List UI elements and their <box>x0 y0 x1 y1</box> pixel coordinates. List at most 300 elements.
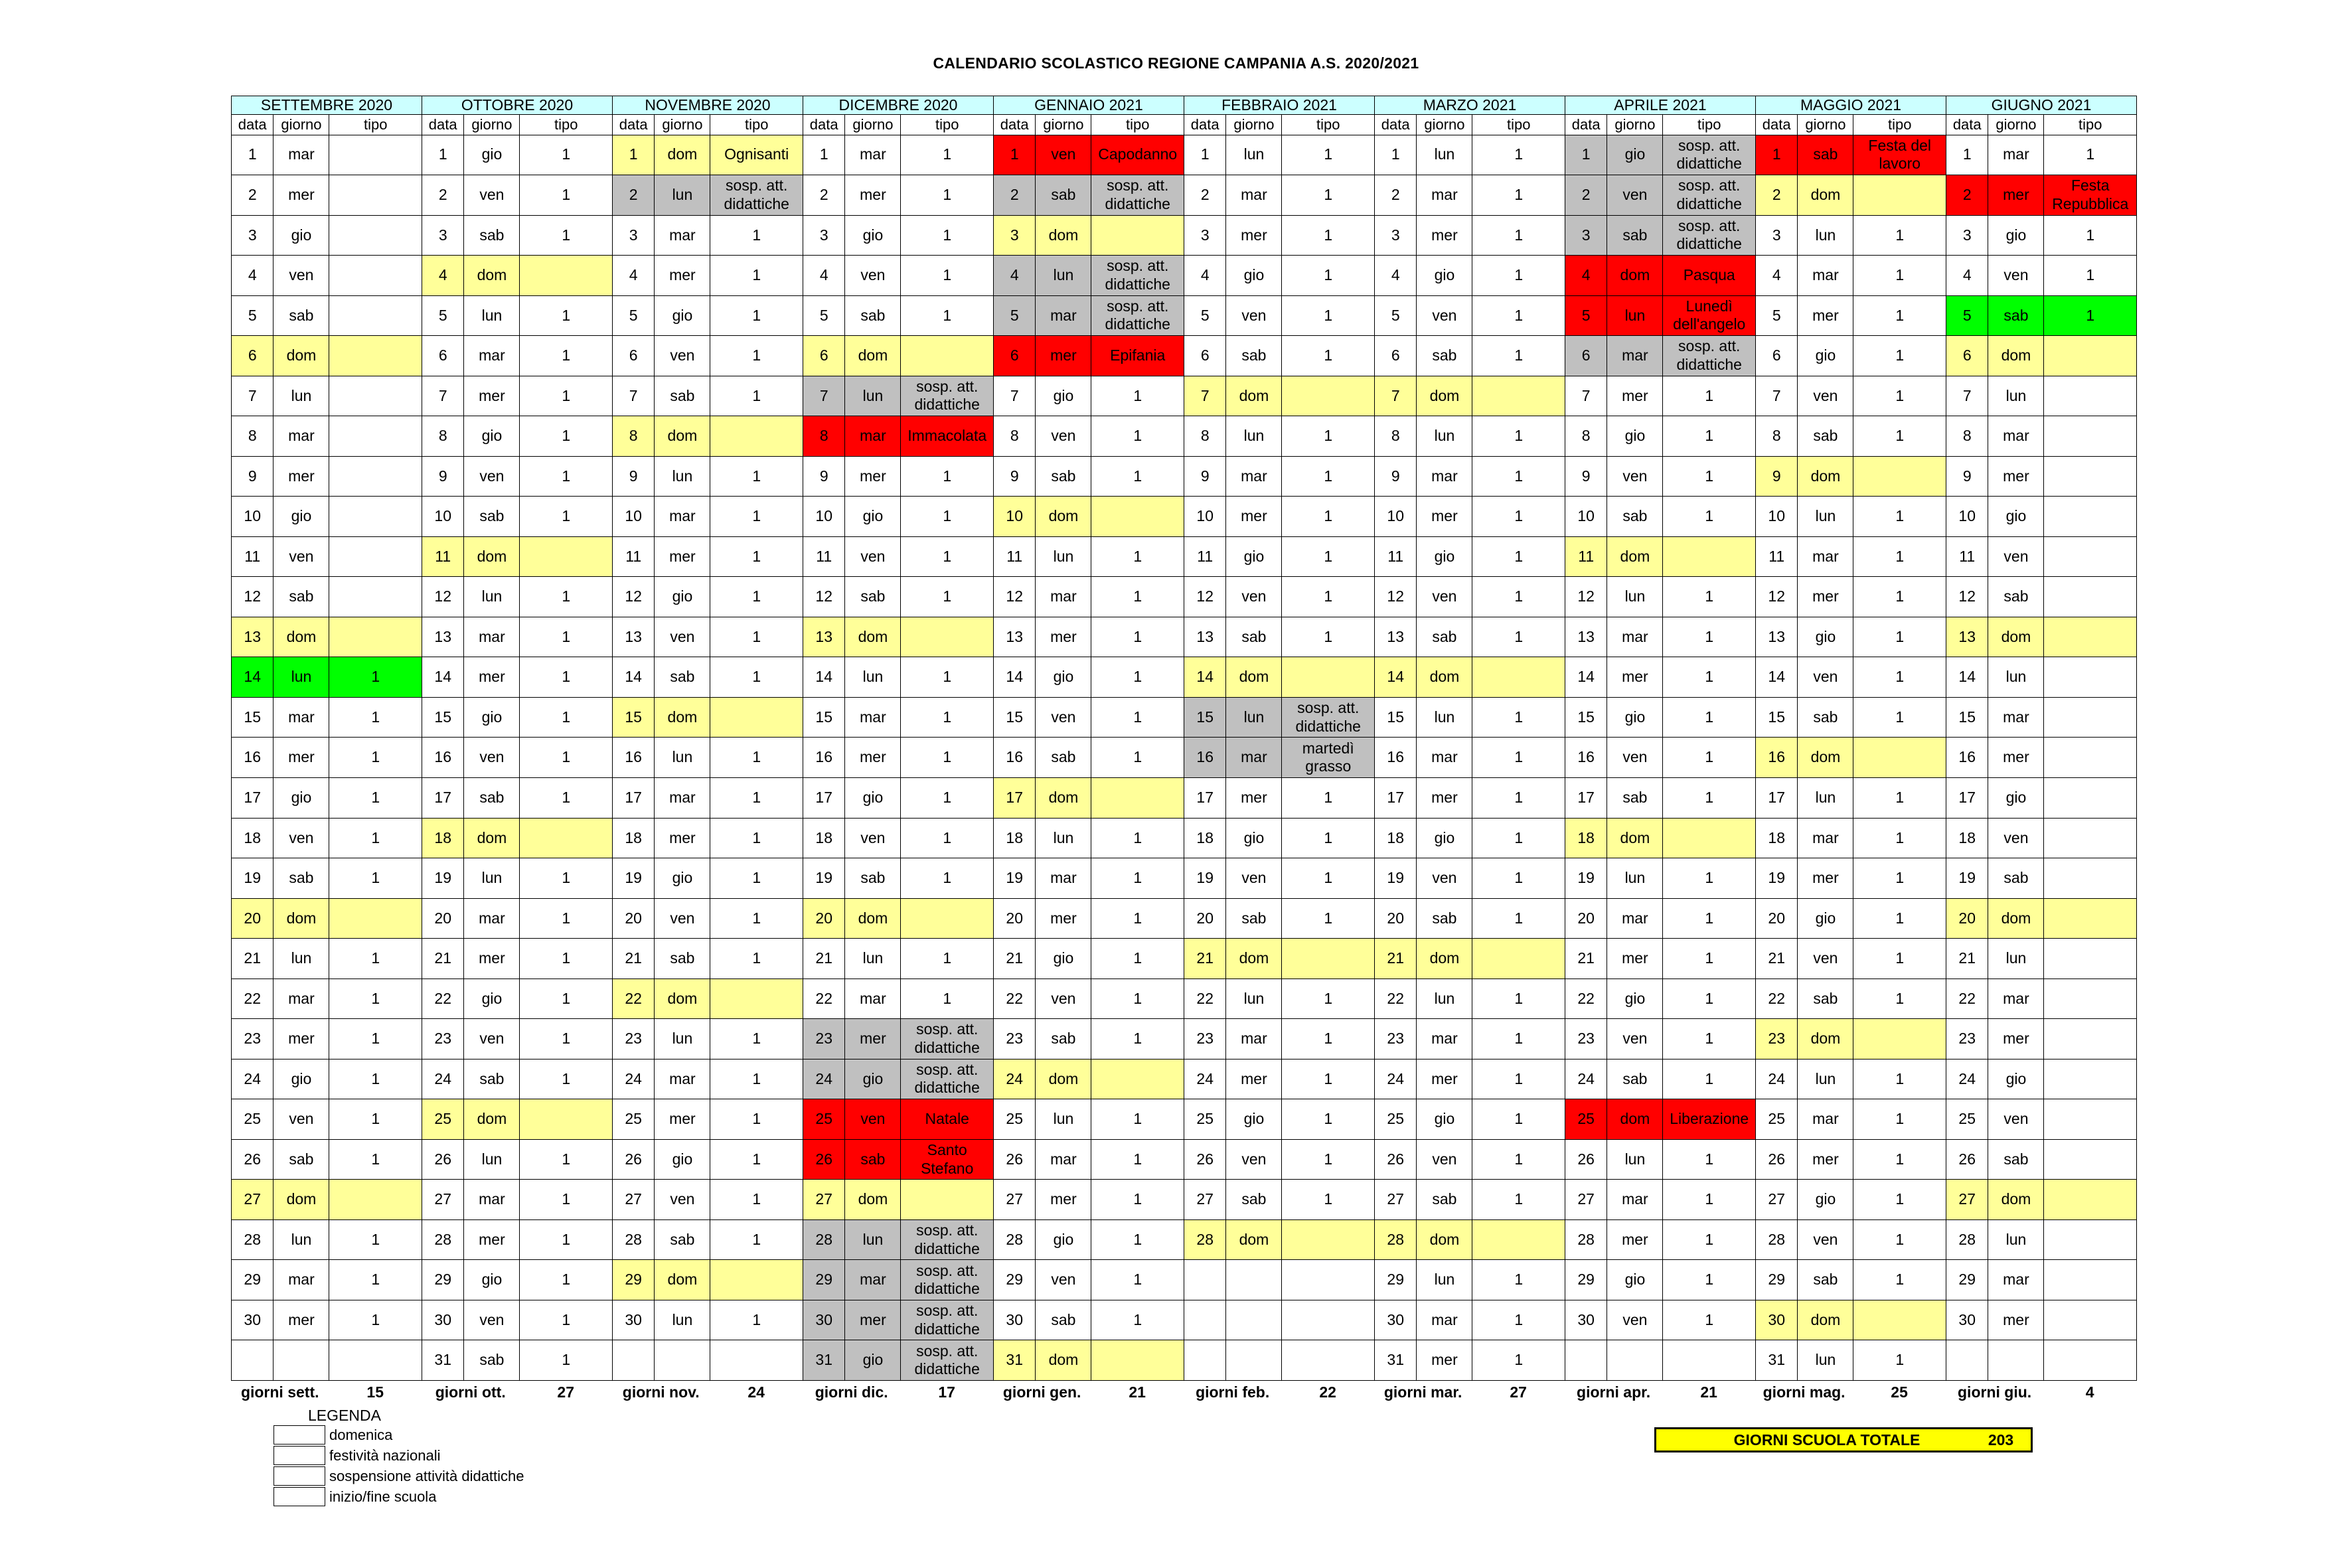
day-name: gio <box>1417 536 1472 577</box>
day-type: 1 <box>710 536 803 577</box>
day-number: 14 <box>232 657 274 698</box>
day-type: 1 <box>901 858 994 899</box>
day-number: 12 <box>1946 577 1988 617</box>
day-name: dom <box>1226 657 1282 698</box>
day-number: 23 <box>1756 1019 1798 1059</box>
day-name: mar <box>845 697 901 738</box>
month-header: GIUGNO 2021 <box>1946 96 2137 115</box>
day-type: 1 <box>1472 295 1565 336</box>
day-type: 1 <box>1663 577 1756 617</box>
day-number: 2 <box>1184 175 1226 216</box>
day-number: 27 <box>1946 1180 1988 1220</box>
day-name: mar <box>1417 456 1472 497</box>
day-type: sosp. att. didattiche <box>1282 697 1375 738</box>
day-name: gio <box>464 135 520 175</box>
day-name: gio <box>655 577 710 617</box>
column-header-data: data <box>1756 115 1798 135</box>
day-type: 1 <box>329 1099 422 1140</box>
day-type <box>1853 1019 1946 1059</box>
day-number: 3 <box>1375 215 1417 256</box>
day-number: 22 <box>1946 979 1988 1019</box>
day-type <box>2044 577 2137 617</box>
day-number: 18 <box>1565 818 1607 858</box>
day-name <box>1607 1340 1663 1381</box>
day-number: 11 <box>994 536 1036 577</box>
day-type <box>329 295 422 336</box>
day-type: 1 <box>710 1219 803 1260</box>
day-number: 22 <box>422 979 464 1019</box>
day-name: lun <box>1036 256 1091 296</box>
day-name: mar <box>845 135 901 175</box>
day-name: gio <box>1036 376 1091 416</box>
day-name: lun <box>1607 858 1663 899</box>
day-number: 14 <box>1946 657 1988 698</box>
day-number: 19 <box>1946 858 1988 899</box>
day-type <box>2044 898 2137 939</box>
day-name: sab <box>655 376 710 416</box>
day-type: 1 <box>329 939 422 979</box>
day-type: 1 <box>1472 979 1565 1019</box>
day-number: 14 <box>422 657 464 698</box>
day-name: dom <box>1988 336 2044 376</box>
day-number: 10 <box>803 497 845 537</box>
day-name: mer <box>1226 497 1282 537</box>
day-number: 8 <box>1756 416 1798 457</box>
day-type: Epifania <box>1091 336 1184 376</box>
legend-item <box>274 1466 605 1486</box>
day-type: 1 <box>1282 1059 1375 1099</box>
month-total-label: giorni mag. <box>1763 1383 1845 1401</box>
day-name: mar <box>464 617 520 657</box>
day-number: 14 <box>1565 657 1607 698</box>
day-number: 3 <box>1565 215 1607 256</box>
day-row <box>232 536 2137 577</box>
day-number: 22 <box>994 979 1036 1019</box>
day-name: lun <box>274 376 329 416</box>
day-name: lun <box>845 376 901 416</box>
day-number: 18 <box>803 818 845 858</box>
day-type: 1 <box>1091 1300 1184 1340</box>
day-type <box>2044 738 2137 778</box>
day-number: 6 <box>612 336 654 376</box>
day-number: 1 <box>232 135 274 175</box>
day-name: dom <box>845 1180 901 1220</box>
day-name: ven <box>845 536 901 577</box>
column-header-giorno: giorno <box>274 115 329 135</box>
day-number: 29 <box>612 1260 654 1300</box>
day-type: 1 <box>1663 1219 1756 1260</box>
day-number: 31 <box>422 1340 464 1381</box>
day-number: 15 <box>803 697 845 738</box>
day-number: 13 <box>232 617 274 657</box>
day-row <box>232 175 2137 216</box>
day-name: lun <box>1607 295 1663 336</box>
day-type: 1 <box>710 738 803 778</box>
day-number: 1 <box>1756 135 1798 175</box>
day-type: sosp. att. didattiche <box>710 175 803 216</box>
day-type <box>1472 657 1565 698</box>
day-number: 30 <box>422 1300 464 1340</box>
day-number: 18 <box>1184 818 1226 858</box>
day-type <box>1282 376 1375 416</box>
day-number: 9 <box>1946 456 1988 497</box>
day-number: 11 <box>1756 536 1798 577</box>
day-number: 9 <box>612 456 654 497</box>
column-header-giorno: giorno <box>845 115 901 135</box>
column-header-giorno: giorno <box>1798 115 1853 135</box>
day-number: 10 <box>422 497 464 537</box>
day-type: 1 <box>710 1059 803 1099</box>
day-type <box>520 256 613 296</box>
day-number: 26 <box>1946 1139 1988 1180</box>
day-number: 21 <box>803 939 845 979</box>
day-type: 1 <box>1853 215 1946 256</box>
day-name: mar <box>1036 858 1091 899</box>
day-row <box>232 1219 2137 1260</box>
day-name: gio <box>274 497 329 537</box>
day-number: 14 <box>803 657 845 698</box>
day-name: ven <box>1798 657 1853 698</box>
day-type: 1 <box>1472 858 1565 899</box>
day-type: 1 <box>520 778 613 819</box>
day-number: 14 <box>1184 657 1226 698</box>
day-name: mar <box>655 215 710 256</box>
day-name: ven <box>464 1019 520 1059</box>
day-type: 1 <box>1472 1139 1565 1180</box>
day-name: gio <box>274 215 329 256</box>
day-name: sab <box>1607 215 1663 256</box>
day-type: 1 <box>1853 1099 1946 1140</box>
day-number: 29 <box>1946 1260 1988 1300</box>
day-type <box>1853 738 1946 778</box>
day-name: dom <box>655 416 710 457</box>
day-type: 1 <box>1663 697 1756 738</box>
day-name: lun <box>274 1219 329 1260</box>
day-name: ven <box>274 818 329 858</box>
day-name: ven <box>1036 1260 1091 1300</box>
day-name: ven <box>1988 818 2044 858</box>
day-row <box>232 416 2137 457</box>
day-name: ven <box>1607 738 1663 778</box>
day-type: 1 <box>1663 1059 1756 1099</box>
day-name: mar <box>1607 1180 1663 1220</box>
day-type: 1 <box>520 697 613 738</box>
day-number: 7 <box>1184 376 1226 416</box>
day-row <box>232 295 2137 336</box>
day-name: ven <box>1226 295 1282 336</box>
day-number: 24 <box>1946 1059 1988 1099</box>
day-row <box>232 1260 2137 1300</box>
day-name: gio <box>1226 536 1282 577</box>
day-name: ven <box>1036 416 1091 457</box>
day-number: 15 <box>1375 697 1417 738</box>
day-type <box>710 979 803 1019</box>
day-type <box>329 175 422 216</box>
day-name <box>1988 1340 2044 1381</box>
day-number: 10 <box>1565 497 1607 537</box>
day-number: 9 <box>803 456 845 497</box>
day-type <box>329 376 422 416</box>
day-number: 14 <box>1375 657 1417 698</box>
day-name: gio <box>655 858 710 899</box>
column-header-tipo: tipo <box>1472 115 1565 135</box>
day-name: dom <box>1036 497 1091 537</box>
day-number: 7 <box>1375 376 1417 416</box>
day-type <box>2044 1139 2137 1180</box>
day-name: lun <box>1798 1340 1853 1381</box>
day-number: 3 <box>232 215 274 256</box>
day-type: 1 <box>1853 1340 1946 1381</box>
day-name: dom <box>1417 1219 1472 1260</box>
day-type <box>901 1180 994 1220</box>
day-type: 1 <box>1853 1219 1946 1260</box>
day-type <box>710 1340 803 1381</box>
day-type: sosp. att. didattiche <box>901 1340 994 1381</box>
column-header-giorno: giorno <box>1417 115 1472 135</box>
day-name: sab <box>1798 416 1853 457</box>
day-number: 29 <box>232 1260 274 1300</box>
day-type: 1 <box>520 376 613 416</box>
day-type <box>2044 1099 2137 1140</box>
day-number: 21 <box>232 939 274 979</box>
day-type: 1 <box>1091 858 1184 899</box>
day-number: 27 <box>612 1180 654 1220</box>
day-type: 1 <box>2044 295 2137 336</box>
day-name: ven <box>655 898 710 939</box>
column-header-giorno: giorno <box>1607 115 1663 135</box>
day-type: 1 <box>1282 617 1375 657</box>
day-name: dom <box>1607 1099 1663 1140</box>
day-name: mar <box>1988 979 2044 1019</box>
day-type <box>2044 497 2137 537</box>
column-header-tipo: tipo <box>1282 115 1375 135</box>
day-type <box>520 818 613 858</box>
day-number: 9 <box>1375 456 1417 497</box>
day-type: 1 <box>710 497 803 537</box>
day-number: 23 <box>1184 1019 1226 1059</box>
day-type: 1 <box>710 336 803 376</box>
day-number: 4 <box>994 256 1036 296</box>
day-number: 10 <box>612 497 654 537</box>
day-number: 17 <box>1946 778 1988 819</box>
month-header: NOVEMBRE 2020 <box>612 96 803 115</box>
day-name: mar <box>845 979 901 1019</box>
day-number: 15 <box>1184 697 1226 738</box>
day-type <box>1472 1219 1565 1260</box>
day-name: gio <box>1798 617 1853 657</box>
day-type <box>1282 1219 1375 1260</box>
day-name: sab <box>1607 497 1663 537</box>
grand-total-label: GIORNI SCUOLA TOTALE <box>1733 1431 1921 1449</box>
day-name: mer <box>655 256 710 296</box>
day-type: 1 <box>329 1019 422 1059</box>
day-number: 14 <box>612 657 654 698</box>
day-type <box>1282 939 1375 979</box>
day-type: 1 <box>520 1219 613 1260</box>
day-number: 19 <box>1756 858 1798 899</box>
day-type: 1 <box>520 617 613 657</box>
day-type: 1 <box>520 175 613 216</box>
day-type: 1 <box>1853 1180 1946 1220</box>
day-type <box>1853 1300 1946 1340</box>
day-number: 12 <box>232 577 274 617</box>
day-type: Natale <box>901 1099 994 1140</box>
day-name: mar <box>1988 697 2044 738</box>
day-number: 30 <box>612 1300 654 1340</box>
day-name: dom <box>1226 376 1282 416</box>
day-number: 28 <box>994 1219 1036 1260</box>
day-name: ven <box>1798 376 1853 416</box>
day-number: 17 <box>612 778 654 819</box>
day-number: 20 <box>422 898 464 939</box>
day-name: mar <box>1417 175 1472 216</box>
day-name: lun <box>1798 778 1853 819</box>
day-type: 1 <box>901 697 994 738</box>
day-type <box>1282 1300 1375 1340</box>
day-number: 5 <box>1375 295 1417 336</box>
day-type: 1 <box>1472 416 1565 457</box>
day-type: 1 <box>901 939 994 979</box>
day-type: 1 <box>901 657 994 698</box>
day-name: dom <box>1798 1300 1853 1340</box>
day-name: ven <box>1417 858 1472 899</box>
day-number: 8 <box>422 416 464 457</box>
day-name: mar <box>1417 738 1472 778</box>
day-number: 6 <box>422 336 464 376</box>
day-name: gio <box>464 697 520 738</box>
day-type <box>1472 939 1565 979</box>
day-name: gio <box>464 416 520 457</box>
day-number: 28 <box>232 1219 274 1260</box>
day-number: 4 <box>1565 256 1607 296</box>
legend-swatch <box>274 1487 325 1506</box>
day-name: sab <box>1607 1059 1663 1099</box>
day-name: ven <box>1036 979 1091 1019</box>
day-number: 2 <box>994 175 1036 216</box>
day-name: lun <box>1036 1099 1091 1140</box>
day-number: 22 <box>1565 979 1607 1019</box>
legend-item <box>274 1425 605 1445</box>
day-name: sab <box>1036 1300 1091 1340</box>
day-name: gio <box>1607 135 1663 175</box>
column-header-row <box>232 115 2137 135</box>
day-row <box>232 497 2137 537</box>
day-type: 1 <box>1663 1300 1756 1340</box>
legend-title: LEGENDA <box>308 1407 381 1424</box>
day-name: sab <box>1798 135 1853 175</box>
day-number: 27 <box>1756 1180 1798 1220</box>
day-number: 6 <box>994 336 1036 376</box>
day-number: 24 <box>1184 1059 1226 1099</box>
column-header-giorno: giorno <box>1226 115 1282 135</box>
day-number: 19 <box>803 858 845 899</box>
grand-total-box <box>1654 1427 2033 1452</box>
day-number: 2 <box>803 175 845 216</box>
day-type <box>2044 416 2137 457</box>
day-type: 1 <box>1472 1059 1565 1099</box>
day-type: 1 <box>1472 456 1565 497</box>
day-type: 1 <box>901 738 994 778</box>
day-number: 3 <box>994 215 1036 256</box>
day-number: 8 <box>1946 416 1988 457</box>
month-total-value: 27 <box>557 1383 574 1401</box>
day-type <box>2044 336 2137 376</box>
day-name: gio <box>1417 1099 1472 1140</box>
day-type: 1 <box>1663 1260 1756 1300</box>
day-number: 30 <box>1375 1300 1417 1340</box>
day-number: 25 <box>1565 1099 1607 1140</box>
day-name: lun <box>1988 657 2044 698</box>
day-number: 17 <box>803 778 845 819</box>
day-name: gio <box>1607 979 1663 1019</box>
day-number: 2 <box>1565 175 1607 216</box>
day-type: sosp. att. didattiche <box>1091 175 1184 216</box>
day-name: sab <box>1988 577 2044 617</box>
day-name: sab <box>845 1139 901 1180</box>
day-type: 1 <box>1091 1099 1184 1140</box>
day-name: mer <box>1798 858 1853 899</box>
column-header-data: data <box>422 115 464 135</box>
day-type: 1 <box>1282 497 1375 537</box>
day-number: 26 <box>232 1139 274 1180</box>
day-name: dom <box>655 697 710 738</box>
day-number: 23 <box>1565 1019 1607 1059</box>
day-type <box>1663 1340 1756 1381</box>
day-name: mar <box>1798 256 1853 296</box>
day-number: 29 <box>1375 1260 1417 1300</box>
day-name: sab <box>655 657 710 698</box>
day-name: mar <box>1607 898 1663 939</box>
day-name: ven <box>1036 135 1091 175</box>
day-name: mar <box>1988 1260 2044 1300</box>
day-number: 27 <box>1184 1180 1226 1220</box>
day-number: 18 <box>1756 818 1798 858</box>
day-name: mer <box>1036 336 1091 376</box>
day-type: 1 <box>1853 336 1946 376</box>
day-type <box>329 497 422 537</box>
day-number: 25 <box>1946 1099 1988 1140</box>
day-name: ven <box>1988 1099 2044 1140</box>
day-number: 24 <box>1565 1059 1607 1099</box>
day-number: 19 <box>1184 858 1226 899</box>
day-name: sab <box>464 215 520 256</box>
day-number: 14 <box>1756 657 1798 698</box>
day-number: 7 <box>612 376 654 416</box>
day-number: 8 <box>994 416 1036 457</box>
day-name: mer <box>1988 738 2044 778</box>
day-type: 1 <box>1663 858 1756 899</box>
day-number: 18 <box>1946 818 1988 858</box>
day-number <box>1946 1340 1988 1381</box>
day-type <box>1853 456 1946 497</box>
day-type: 1 <box>1472 577 1565 617</box>
day-name: lun <box>1417 979 1472 1019</box>
day-number: 21 <box>1946 939 1988 979</box>
day-type: 1 <box>1663 456 1756 497</box>
day-name: mer <box>464 376 520 416</box>
day-row <box>232 697 2137 738</box>
day-number: 22 <box>1184 979 1226 1019</box>
day-type: 1 <box>1663 1019 1756 1059</box>
day-name <box>274 1340 329 1381</box>
day-name: lun <box>1036 536 1091 577</box>
day-name: ven <box>1798 939 1853 979</box>
grand-total-value: 203 <box>1988 1431 2014 1449</box>
day-number: 6 <box>232 336 274 376</box>
day-number: 23 <box>232 1019 274 1059</box>
day-name: ven <box>464 1300 520 1340</box>
day-type: 1 <box>520 657 613 698</box>
